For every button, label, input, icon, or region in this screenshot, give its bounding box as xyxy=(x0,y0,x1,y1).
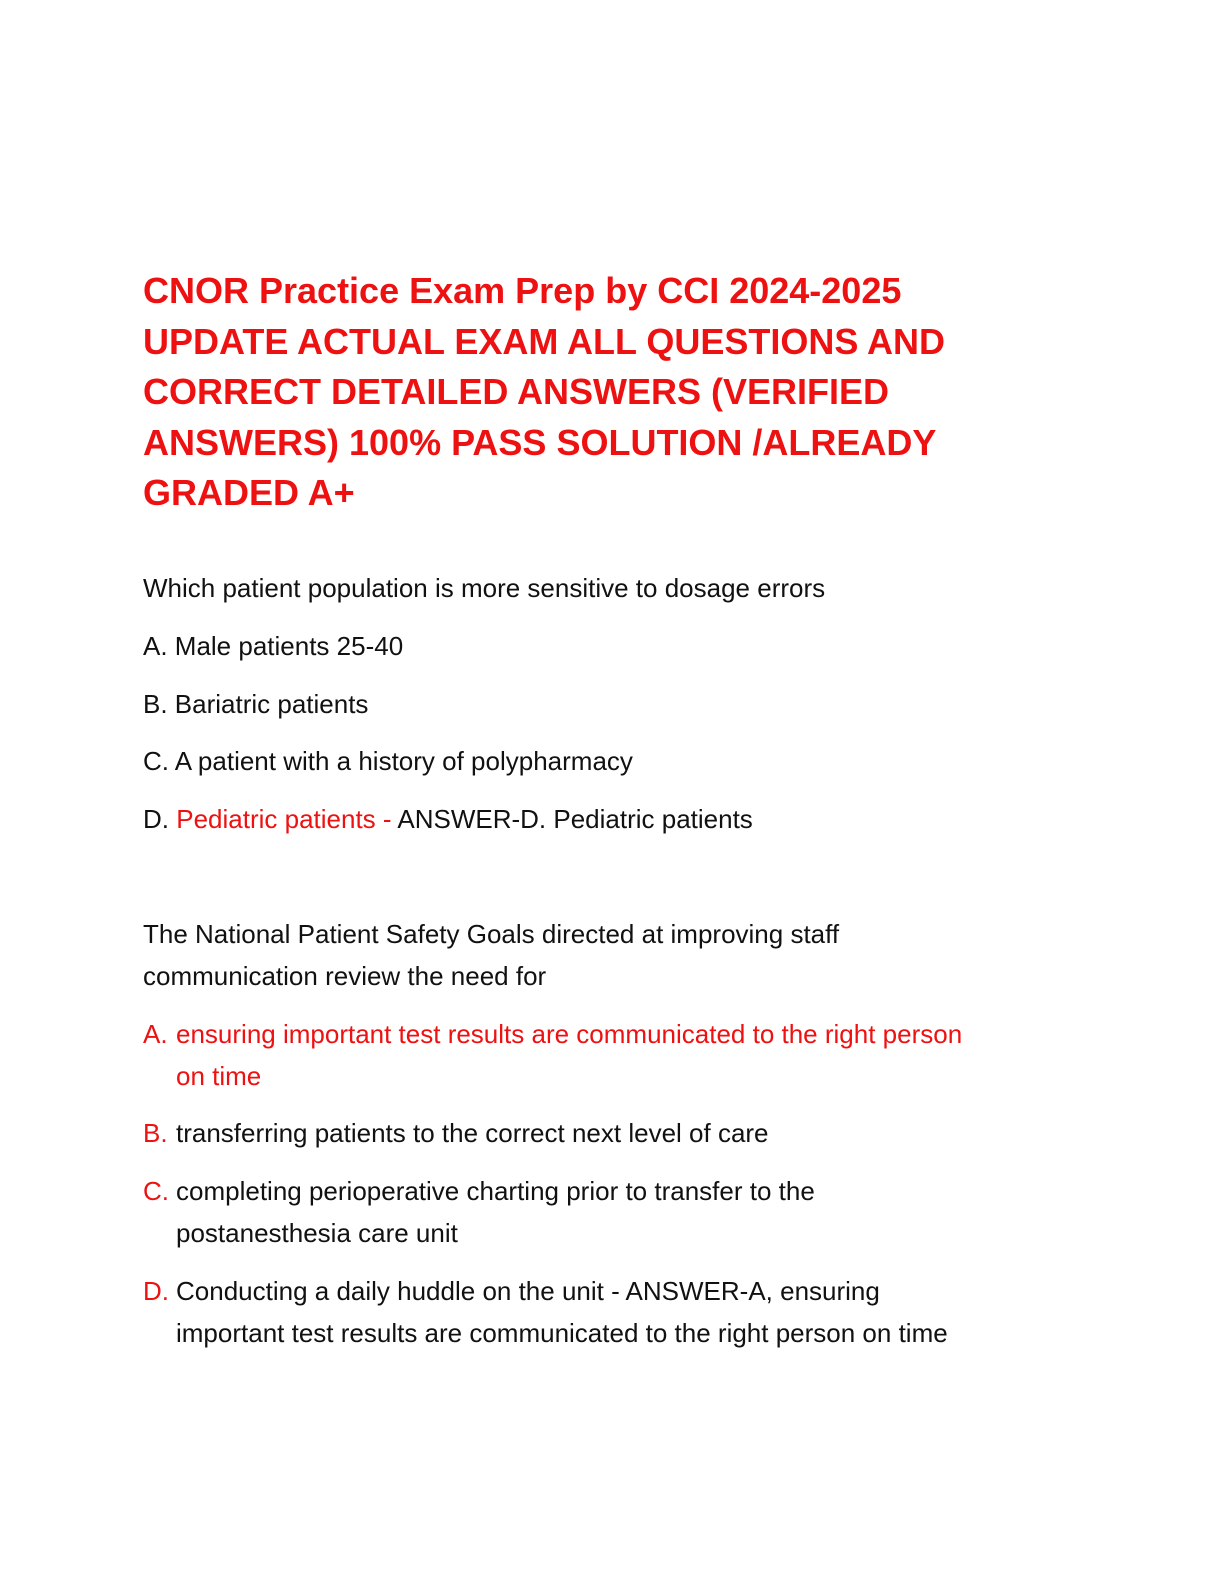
q1-option-d-label: D. xyxy=(143,804,177,834)
question-2-text-line1: The National Patient Safety Goals directed at improving staff xyxy=(143,919,840,949)
q2-option-c-label: C. xyxy=(143,1176,169,1206)
q2-option-c-continued: postanesthesia care unit xyxy=(176,1218,458,1248)
title-line: ANSWERS) 100% PASS SOLUTION /ALREADY xyxy=(143,421,937,463)
q1-option-a: A. Male patients 25-40 xyxy=(143,631,404,661)
q2-option-a-continued: on time xyxy=(176,1061,262,1091)
title-line: UPDATE ACTUAL EXAM ALL QUESTIONS AND xyxy=(143,320,946,362)
q2-option-b-label: B. xyxy=(143,1118,168,1148)
q1-option-d-highlight: Pediatric patients xyxy=(176,804,376,834)
q2-option-d-text: Conducting a daily huddle on the unit - ANSWER-A, ensuring xyxy=(176,1276,880,1306)
title-line: CORRECT DETAILED ANSWERS (VERIFIED xyxy=(143,371,890,412)
q1-option-d-dash: - xyxy=(375,804,398,834)
q2-option-d xyxy=(143,1270,880,1312)
question-1-text: Which patient population is more sensitive to dosage errors xyxy=(143,573,826,603)
q2-option-b xyxy=(143,1112,769,1154)
q2-option-a-text: ensuring important test results are communicated to the right person xyxy=(176,1019,963,1049)
q1-option-c: C. A patient with a history of polypharmacy xyxy=(143,746,633,776)
q2-option-c-text: completing perioperative charting prior to transfer to the xyxy=(176,1176,815,1206)
q2-option-d-label: D. xyxy=(143,1276,169,1306)
q1-option-d xyxy=(143,798,753,840)
q2-option-c xyxy=(143,1170,815,1212)
title-line: CNOR Practice Exam Prep by CCI 2024-2025 xyxy=(143,270,902,311)
q2-option-a xyxy=(143,1013,962,1055)
title-line: GRADED A+ xyxy=(143,472,355,513)
q1-option-b: B. Bariatric patients xyxy=(143,689,369,719)
document-title xyxy=(143,266,1143,519)
q2-option-a-label: A. xyxy=(143,1019,168,1049)
question-2-text-line2: communication review the need for xyxy=(143,961,547,991)
q2-option-b-text: transferring patients to the correct next level of care xyxy=(176,1118,769,1148)
q2-answer-continued: important test results are communicated to the right person on time xyxy=(176,1318,948,1348)
q1-answer: ANSWER-D. Pediatric patients xyxy=(397,804,753,834)
